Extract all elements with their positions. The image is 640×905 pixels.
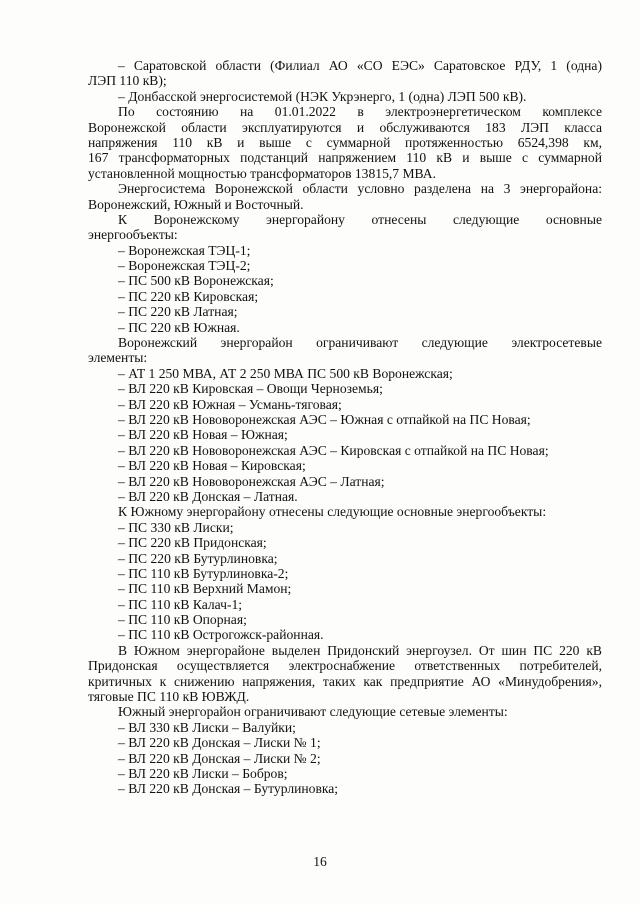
list-item: – ВЛ 220 кВ Донская – Бутурлиновка; [118, 781, 339, 797]
text-line: К Воронежскому энергорайону отнесены следующие основные [118, 211, 602, 227]
list-item: – ВЛ 330 кВ Лиски – Валуйки; [118, 719, 296, 735]
text-line: энергообъекты: [88, 227, 178, 243]
list-item: – ВЛ 220 кВ Донская – Лиски № 2; [118, 750, 321, 766]
text-line: элементы: [88, 350, 148, 366]
list-item: – Воронежская ТЭЦ-1; [118, 242, 251, 258]
list-item: – ВЛ 220 кВ Южная – Усмань-тяговая; [118, 396, 342, 412]
text-line: ЛЭП 110 кВ); [88, 73, 167, 89]
list-item: – АТ 1 250 МВА, АТ 2 250 МВА ПС 500 кВ Воронежская; [118, 365, 453, 381]
list-item: – ПС 500 кВ Воронежская; [118, 273, 274, 289]
text-line: Южный энергорайон ограничивают следующие сетевые элементы: [118, 704, 508, 720]
text-line: Энергосистема Воронежской области условно разделена на 3 энергорайона: [118, 181, 602, 197]
page-number: 16 [313, 854, 327, 869]
list-item: – ВЛ 220 кВ Нововоронежская АЭС – Кировская с отпайкой на ПС Новая; [118, 442, 549, 458]
list-item: – ВЛ 220 кВ Лиски – Бобров; [118, 765, 288, 781]
list-item: – ПС 220 кВ Южная. [118, 319, 240, 335]
list-item: – ВЛ 220 кВ Донская – Латная. [118, 488, 298, 504]
text-line: Воронежский энергорайон ограничивают следующие электросетевые [118, 335, 602, 351]
list-item: – ПС 220 кВ Кировская; [118, 288, 259, 304]
list-item: – ПС 110 кВ Бутурлиновка-2; [118, 565, 289, 581]
list-item: – ПС 110 кВ Опорная; [118, 612, 247, 628]
text-line: установленной мощностью трансформаторов 13815,7 МВА. [88, 165, 436, 181]
list-item: – ВЛ 220 кВ Нововоронежская АЭС – Южная с отпайкой на ПС Новая; [118, 411, 531, 427]
text-line: Воронежский, Южный и Восточный. [88, 196, 304, 212]
list-item: – ВЛ 220 кВ Донская – Лиски № 1; [118, 735, 321, 751]
text-line: В Южном энергорайоне выделен Придонский энергоузел. От шин ПС 220 кВ [118, 642, 602, 658]
list-item: – ПС 110 кВ Острогожск-районная. [118, 627, 324, 643]
list-item: – ВЛ 220 кВ Новая – Южная; [118, 427, 288, 443]
text-line: критичных к снижению напряжения, таких как предприятие АО «Минудобрения», [88, 673, 602, 689]
text-line: тяговые ПС 110 кВ ЮВЖД. [88, 689, 250, 705]
list-item: – Саратовской области (Филиал АО «СО ЕЭС» Саратовское РДУ, 1 (одна) [118, 58, 602, 73]
text-line: Воронежской области эксплуатируются и обслуживаются 183 ЛЭП класса [88, 119, 602, 135]
list-item: – ВЛ 220 кВ Кировская – Овощи Черноземья; [118, 381, 383, 397]
list-item: – ВЛ 220 кВ Нововоронежская АЭС – Латная; [118, 473, 385, 489]
text-line: напряжения 110 кВ и выше с суммарной протяженностью 6524,398 км, [88, 134, 602, 150]
list-item: – ВЛ 220 кВ Новая – Кировская; [118, 458, 306, 474]
list-item: – Воронежская ТЭЦ-2; [118, 258, 251, 274]
text-line: К Южному энергорайону отнесены следующие основные энергообъекты: [118, 504, 547, 520]
list-item: – Донбасской энергосистемой (НЭК Укрэнерго, 1 (одна) ЛЭП 500 кВ). [118, 88, 527, 104]
body-text [88, 58, 602, 797]
list-item: – ПС 220 кВ Бутурлиновка; [118, 550, 278, 566]
list-item: – ПС 110 кВ Калач-1; [118, 596, 243, 612]
list-item: – ПС 110 кВ Верхний Мамон; [118, 581, 292, 597]
list-item: – ПС 220 кВ Латная; [118, 304, 238, 320]
list-item: – ПС 330 кВ Лиски; [118, 519, 234, 535]
text-line: По состоянию на 01.01.2022 в электроэнергетическом комплексе [118, 104, 602, 120]
text-line: 167 трансформаторных подстанций напряжением 110 кВ и выше с суммарной [88, 150, 602, 166]
list-item: – ПС 220 кВ Придонская; [118, 535, 267, 551]
text-line: Придонская осуществляется электроснабжение ответственных потребителей, [88, 658, 602, 674]
